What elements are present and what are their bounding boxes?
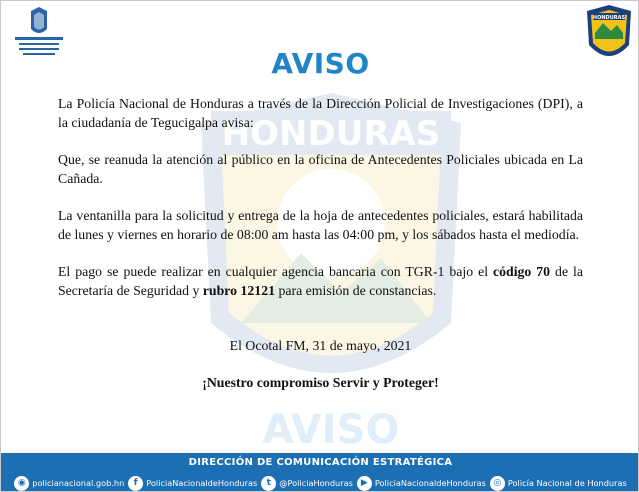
- paragraph-reopening: Que, se reanuda la atención al público en la oficina de Antecedentes Policiales ubicada en La Cañada.: [58, 152, 583, 186]
- paragraph-intro: La Policía Nacional de Honduras a través de la Dirección Policial de Investigaciones (DPI), a la ciudadanía de Tegucigalpa avisa:: [58, 96, 583, 130]
- footer-title: DIRECCIÓN DE COMUNICACIÓN ESTRATÉGICA: [188, 457, 453, 468]
- footer-link-label: @PoliciaHonduras: [279, 478, 353, 488]
- footer-link-twitter[interactable]: [261, 476, 353, 491]
- youtube-icon: ▶: [357, 476, 372, 491]
- payment-text-2: de la Secretaría de Seguridad y: [58, 264, 583, 298]
- twitter-icon: t: [261, 476, 276, 491]
- motto: ¡Nuestro compromiso Servir y Proteger!: [202, 375, 439, 390]
- instagram-icon: ◎: [490, 476, 505, 491]
- footer-bar: [1, 453, 639, 492]
- payment-text-1: El pago se puede realizar en cualquier agencia bancaria con TGR-1 bajo el: [58, 264, 493, 279]
- paragraph-schedule: La ventanilla para la solicitud y entrega de la hoja de antecedentes policiales, estará habilitada de lunes y viernes en horario de 08:00 am hasta las 04:00 pm, y los sábados hasta el mediodía.: [58, 208, 583, 242]
- footer-link-facebook[interactable]: [128, 476, 257, 491]
- payment-code: código 70: [493, 264, 551, 279]
- globe-icon: ◉: [14, 476, 29, 491]
- footer-link-youtube[interactable]: [357, 476, 486, 491]
- facebook-icon: f: [128, 476, 143, 491]
- footer-link-label: Policía Nacional de Honduras: [507, 478, 627, 488]
- paragraph-payment: [58, 262, 583, 300]
- svg-text:AVISO: AVISO: [262, 407, 400, 453]
- notice-body: [58, 94, 583, 392]
- footer-link-label: policianacional.gob.hn: [32, 478, 125, 488]
- date-line: El Ocotal FM, 31 de mayo, 2021: [229, 338, 412, 353]
- footer-link-label: PoliciaNacionaldeHonduras: [374, 478, 486, 488]
- footer-link-instagram[interactable]: [490, 476, 627, 491]
- payment-text-3: para emisión de constancias.: [275, 283, 437, 298]
- payment-item: rubro 12121: [202, 283, 275, 298]
- svg-text:HONDURAS: HONDURAS: [592, 15, 626, 21]
- notice-title: AVISO: [271, 47, 370, 80]
- footer-links: [1, 473, 639, 492]
- svg-text:HONDURAS: HONDURAS: [221, 114, 441, 154]
- footer-link-label: PoliciaNacionaldeHonduras: [146, 478, 258, 488]
- footer-link-website[interactable]: [14, 476, 124, 491]
